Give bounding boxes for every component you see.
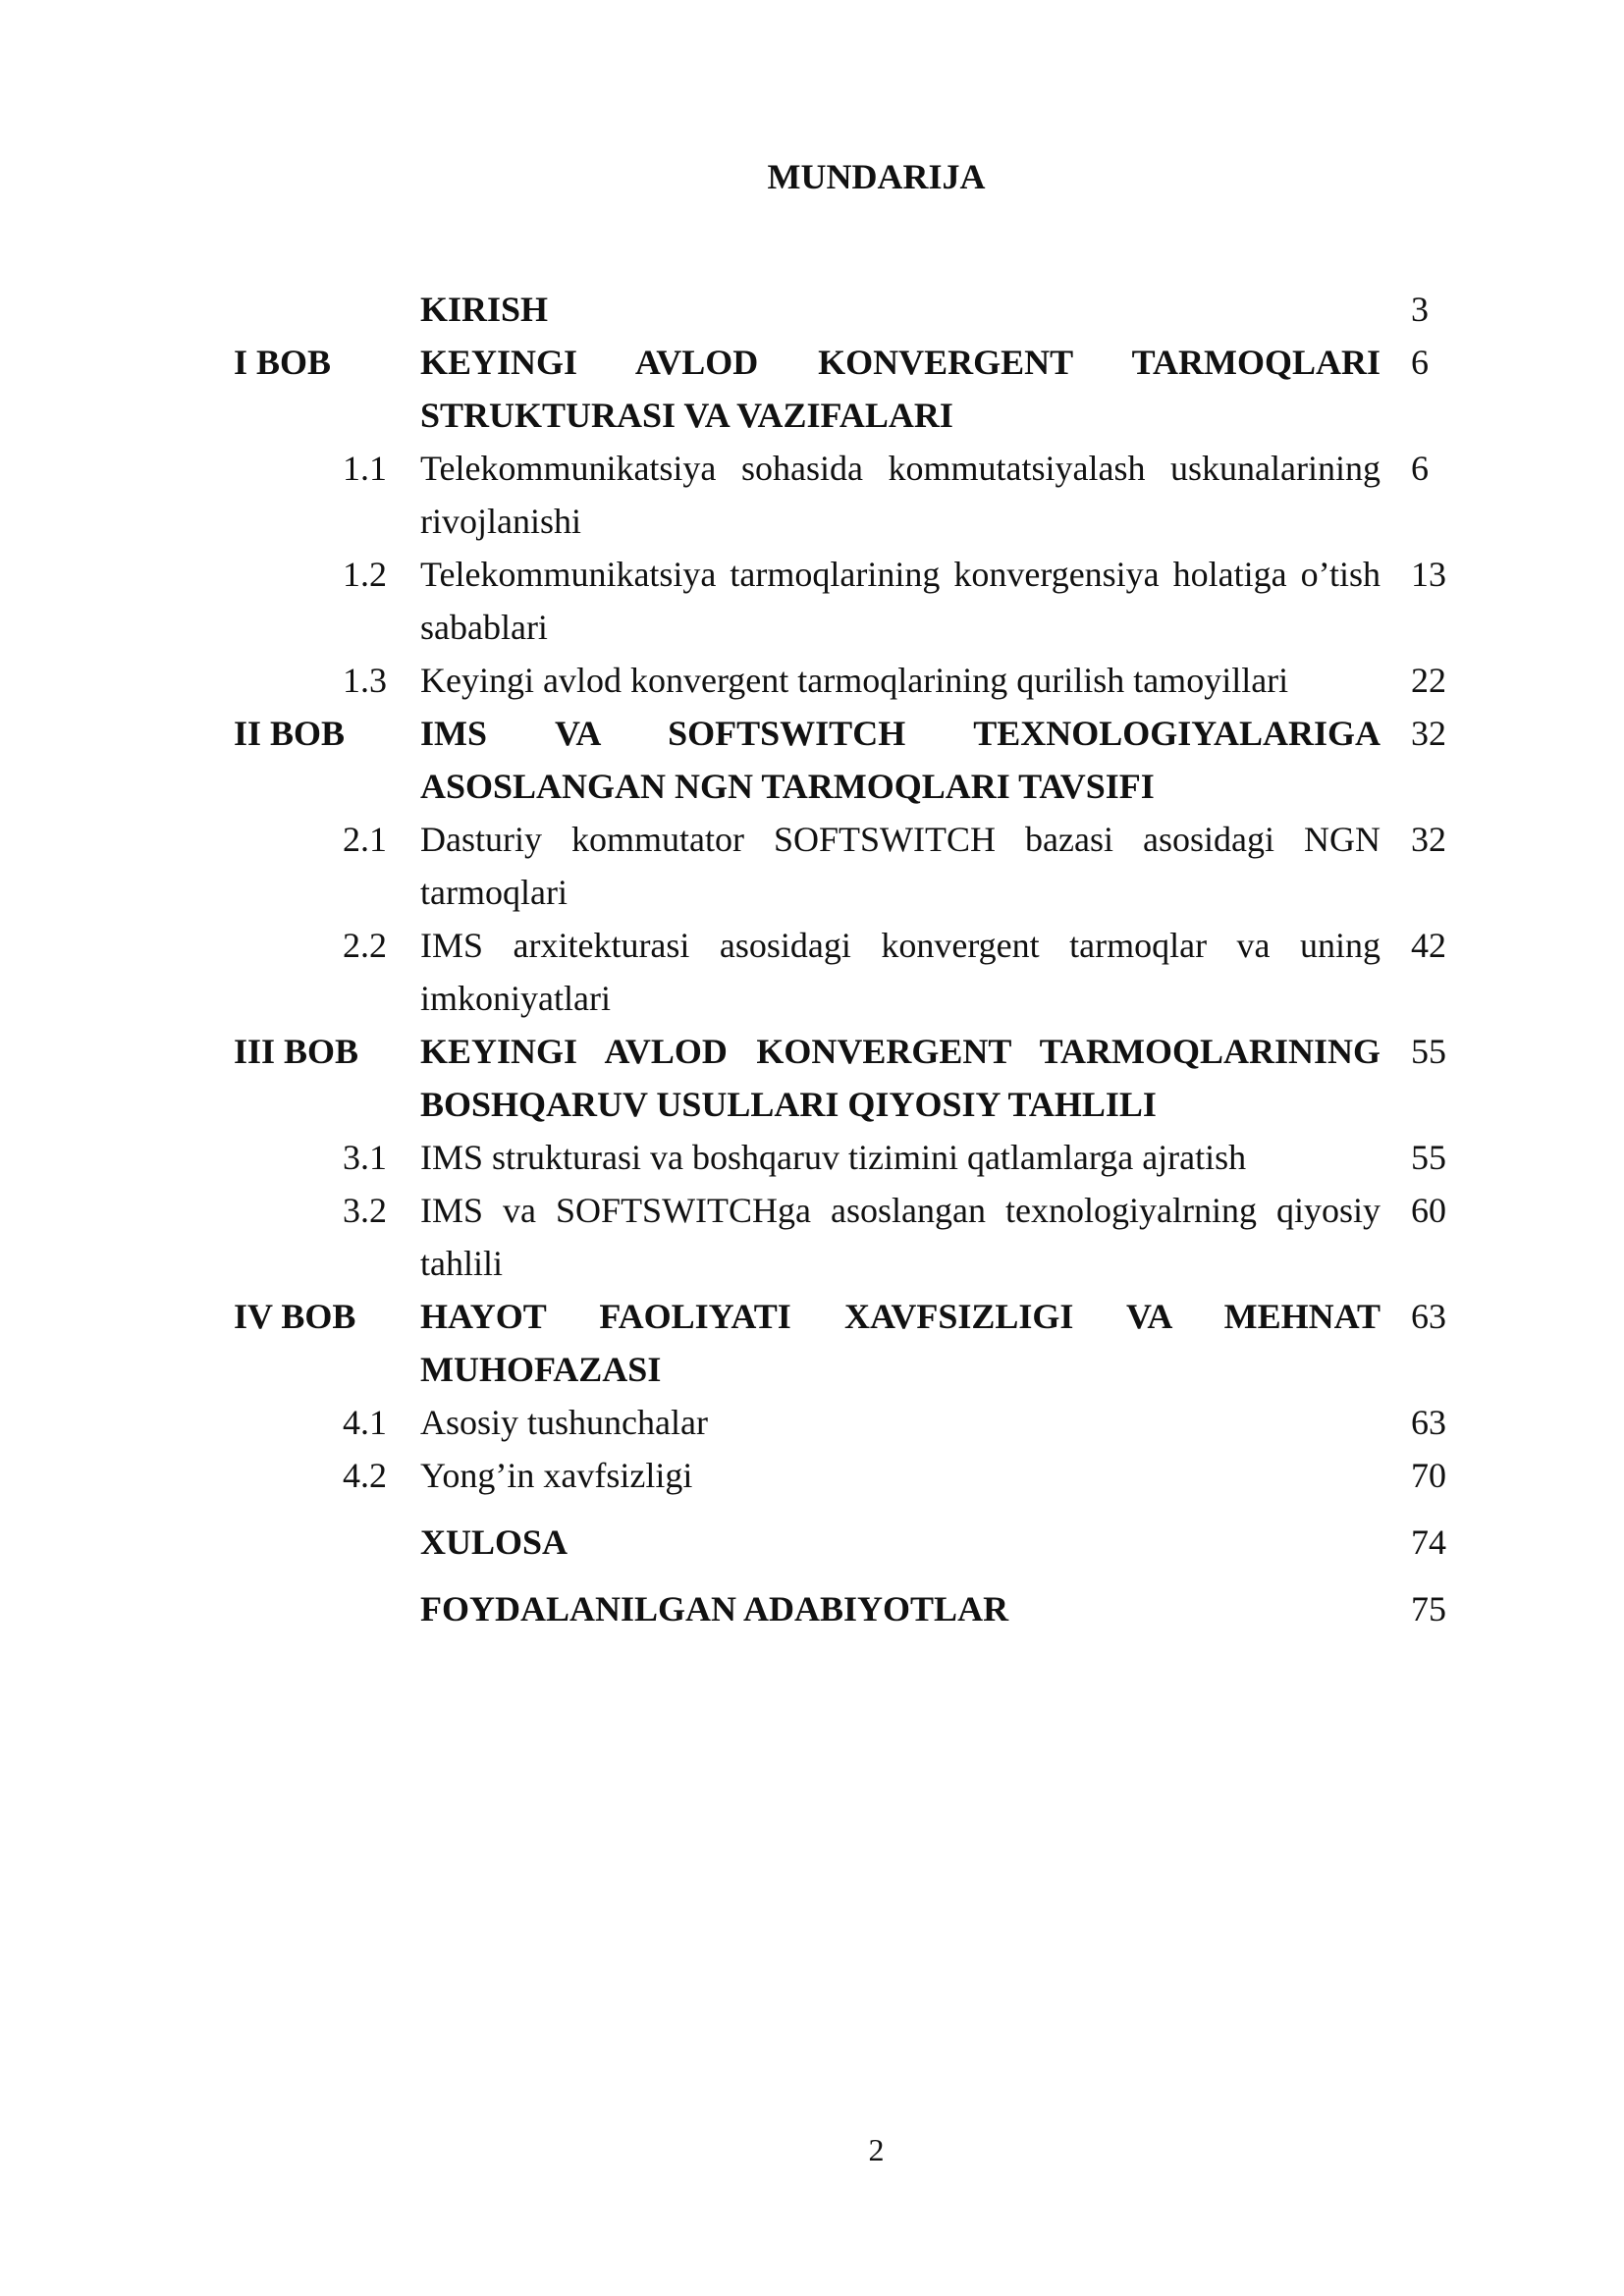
toc-entry-section-2-1 <box>0 813 1624 919</box>
toc-entry-number: 1.1 <box>343 449 387 488</box>
toc-entry-page: 63 <box>1411 1403 1446 1442</box>
toc-entry-page: 60 <box>1411 1191 1446 1230</box>
toc-entry-title: Asosiy tushunchalar <box>420 1403 708 1442</box>
toc-entry-title: IMS VA SOFTSWITCH TEXNOLOGIYALARIGA ASOSLANGAN NGN TARMOQLARI TAVSIFI <box>420 714 1380 806</box>
toc-entry-intro <box>0 283 1624 336</box>
toc-entry-number: 3.2 <box>343 1191 387 1230</box>
toc-entry-title: KEYINGI AVLOD KONVERGENT TARMOQLARI STRUKTURASI VA VAZIFALARI <box>420 343 1380 435</box>
toc-entry-number: 2.1 <box>343 820 387 859</box>
toc-entry-number: 4.1 <box>343 1403 387 1442</box>
toc-entry-page: 55 <box>1411 1138 1446 1177</box>
toc-entry-conclusion <box>0 1516 1624 1569</box>
toc-entry-title: KEYINGI AVLOD KONVERGENT TARMOQLARINING BOSHQARUV USULLARI QIYOSIY TAHLILI <box>420 1032 1380 1124</box>
toc-entry-title: FOYDALANILGAN ADABIYOTLAR <box>420 1589 1009 1629</box>
toc-entry-title: IMS strukturasi va boshqaruv tizimini qatlamlarga ajratish <box>420 1138 1247 1177</box>
toc-entry-references <box>0 1582 1624 1635</box>
toc-entry-page: 70 <box>1411 1456 1446 1495</box>
toc-entry-page: 75 <box>1411 1589 1446 1629</box>
toc-entry-section-4-2 <box>0 1449 1624 1502</box>
toc-entry-number: IV BOB <box>234 1297 356 1336</box>
toc-entry-section-1-2 <box>0 548 1624 654</box>
toc-entry-title: KIRISH <box>420 290 549 329</box>
table-of-contents <box>0 283 1624 1635</box>
toc-entry-page: 6 <box>1411 449 1429 488</box>
toc-entry-chapter-1 <box>0 336 1624 442</box>
toc-entry-number: II BOB <box>234 714 346 753</box>
toc-entry-page: 55 <box>1411 1032 1446 1071</box>
page-number: 2 <box>868 2132 885 2167</box>
toc-entry-number: I BOB <box>234 343 332 382</box>
toc-entry-page: 22 <box>1411 661 1446 700</box>
toc-entry-number: III BOB <box>234 1032 359 1071</box>
toc-entry-page: 6 <box>1411 343 1429 382</box>
toc-entry-number: 2.2 <box>343 926 387 965</box>
toc-entry-title: Keyingi avlod konvergent tarmoqlarining qurilish tamoyillari <box>420 661 1289 700</box>
toc-entry-title: IMS va SOFTSWITCHga asoslangan texnologiyalrning qiyosiy tahlili <box>420 1191 1380 1283</box>
toc-entry-title: Telekommunikatsiya sohasida kommutatsiyalash uskunalarining rivojlanishi <box>420 449 1380 541</box>
toc-entry-page: 63 <box>1411 1297 1446 1336</box>
toc-entry-title: Dasturiy kommutator SOFTSWITCH bazasi asosidagi NGN tarmoqlari <box>420 820 1380 912</box>
toc-entry-number: 3.1 <box>343 1138 387 1177</box>
toc-entry-number: 4.2 <box>343 1456 387 1495</box>
toc-entry-section-1-1 <box>0 442 1624 548</box>
toc-entry-section-3-2 <box>0 1184 1624 1290</box>
toc-entry-page: 74 <box>1411 1522 1446 1562</box>
page-title: MUNDARIJA <box>767 157 986 196</box>
toc-entry-section-2-2 <box>0 919 1624 1025</box>
toc-entry-title: HAYOT FAOLIYATI XAVFSIZLIGI VA MEHNAT MUHOFAZASI <box>420 1297 1380 1389</box>
toc-entry-page: 13 <box>1411 555 1446 594</box>
toc-entry-section-3-1 <box>0 1131 1624 1184</box>
toc-entry-section-4-1 <box>0 1396 1624 1449</box>
toc-entry-chapter-4 <box>0 1290 1624 1396</box>
toc-entry-page: 42 <box>1411 926 1446 965</box>
toc-entry-title: IMS arxitekturasi asosidagi konvergent tarmoqlar va uning imkoniyatlari <box>420 926 1380 1018</box>
toc-entry-title: Telekommunikatsiya tarmoqlarining konvergensiya holatiga o’tish sabablari <box>420 555 1380 647</box>
toc-entry-page: 3 <box>1411 290 1429 329</box>
toc-entry-page: 32 <box>1411 820 1446 859</box>
toc-entry-title: XULOSA <box>420 1522 568 1562</box>
toc-entry-chapter-2 <box>0 707 1624 813</box>
toc-entry-page: 32 <box>1411 714 1446 753</box>
toc-entry-title: Yong’in xavfsizligi <box>420 1456 693 1495</box>
toc-entry-chapter-3 <box>0 1025 1624 1131</box>
toc-entry-number: 1.2 <box>343 555 387 594</box>
toc-entry-section-1-3 <box>0 654 1624 707</box>
toc-entry-number: 1.3 <box>343 661 387 700</box>
